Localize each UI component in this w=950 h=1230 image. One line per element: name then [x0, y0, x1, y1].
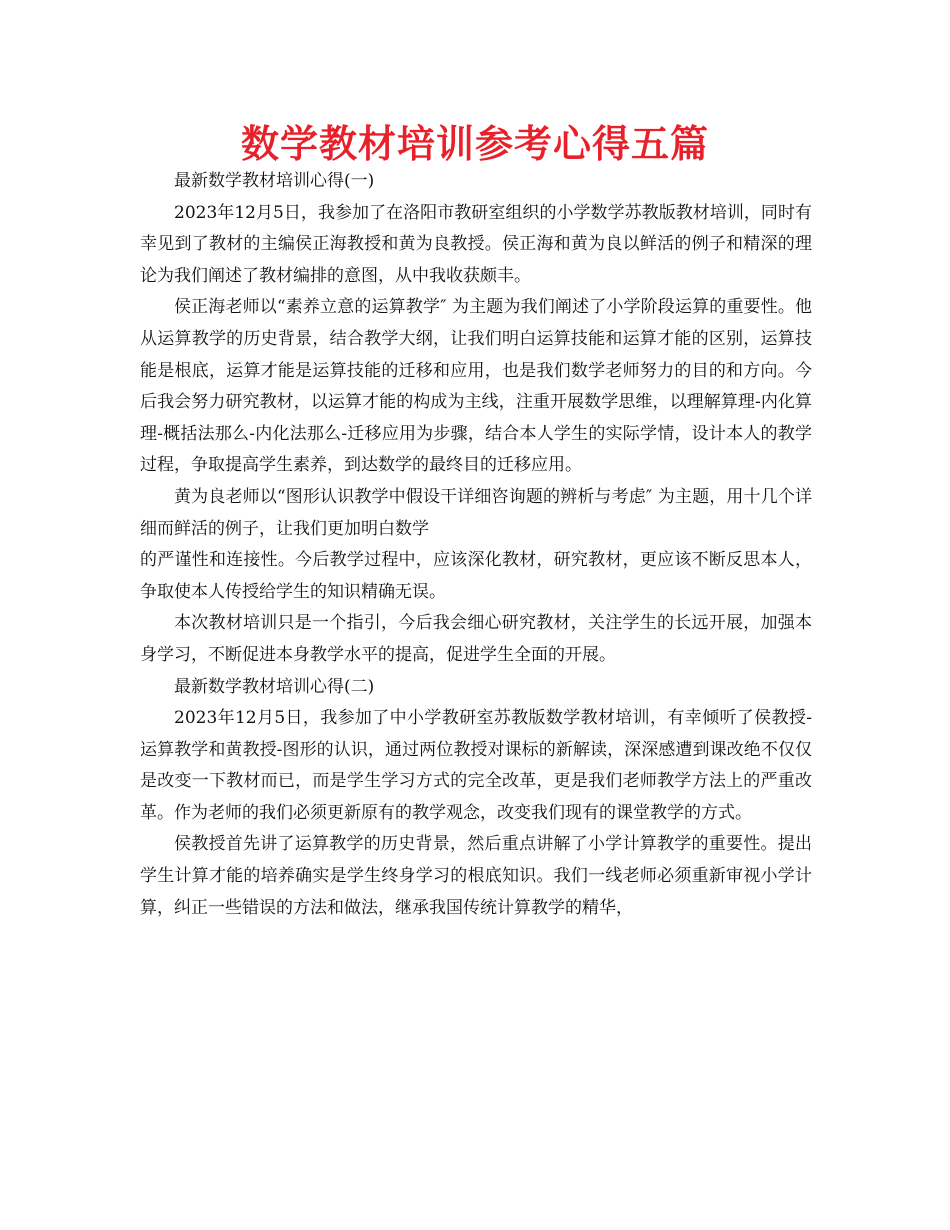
- paragraph: 侯正海老师以“素养立意的运算教学″ 为主题为我们阐述了小学阶段运算的重要性。他从运算教学的历史背景，结合教学大纲，让我们明白运算技能和运算才能的区别，运算技能是根底，运算才能是运算技能的迁移和应用，也是我们数学老师努力的目的和方向。今后我会努力研究教材，以运算才能的构成为主线，注重开展数学思维，以理解算理-内化算理-概括法那么-内化法那么-迁移应用为步骤，结合本人学生的实际学情，设计本人的教学过程，争取提高学生素养，到达数学的最终目的迁移应用。: [140, 297, 812, 476]
- paragraph: 侯教授首先讲了运算教学的历史背景，然后重点讲解了小学计算教学的重要性。提出学生计算才能的培养确实是学生终身学习的根底知识。我们一线老师必须重新审视小学计算，纠正一些错误的方法和做法，继承我国传统计算教学的精华，: [140, 834, 812, 918]
- paragraph: 2023年12月5日，我参加了在洛阳市教研室组织的小学数学苏教版教材培训，同时有幸见到了教材的主编侯正海教授和黄为良教授。侯正海和黄为良以鲜活的例子和精深的理论为我们阐述了教材编排的意图，从中我收获颇丰。: [140, 202, 812, 286]
- section-heading-1: 最新数学教材培训心得(一): [174, 171, 375, 191]
- paragraph-continuation: 的严谨性和连接性。今后教学过程中，应该深化教材，研究教材，更应该不断反思本人，争取使本人传授给学生的知识精确无误。: [140, 550, 812, 602]
- paragraph: 2023年12月5日，我参加了中小学教研室苏教版数学教材培训，有幸倾听了侯教授-运算教学和黄教授-图形的认识，通过两位教授对课标的新解读，深深感遭到课改绝不仅仅是改变一下教材而已，而是学生学习方式的完全改革，更是我们老师教学方法上的严重改革。作为老师的我们必须更新原有的教学观念，改变我们现有的课堂教学的方式。: [140, 708, 812, 823]
- document-body: [140, 166, 812, 924]
- section-heading-2: 最新数学教材培训心得(二): [174, 676, 375, 697]
- document-title: 数学教材培训参考心得五篇: [240, 122, 709, 166]
- paragraph: 本次教材培训只是一个指引，今后我会细心研究教材，关注学生的长远开展，加强本身学习，不断促进本身教学水平的提高，促进学生全面的开展。: [140, 613, 812, 665]
- paragraph: 黄为良老师以“图形认识教学中假设干详细咨询题的辨析与考虑″ 为主题，用十几个详细而鲜活的例子，让我们更加明白数学: [140, 486, 812, 539]
